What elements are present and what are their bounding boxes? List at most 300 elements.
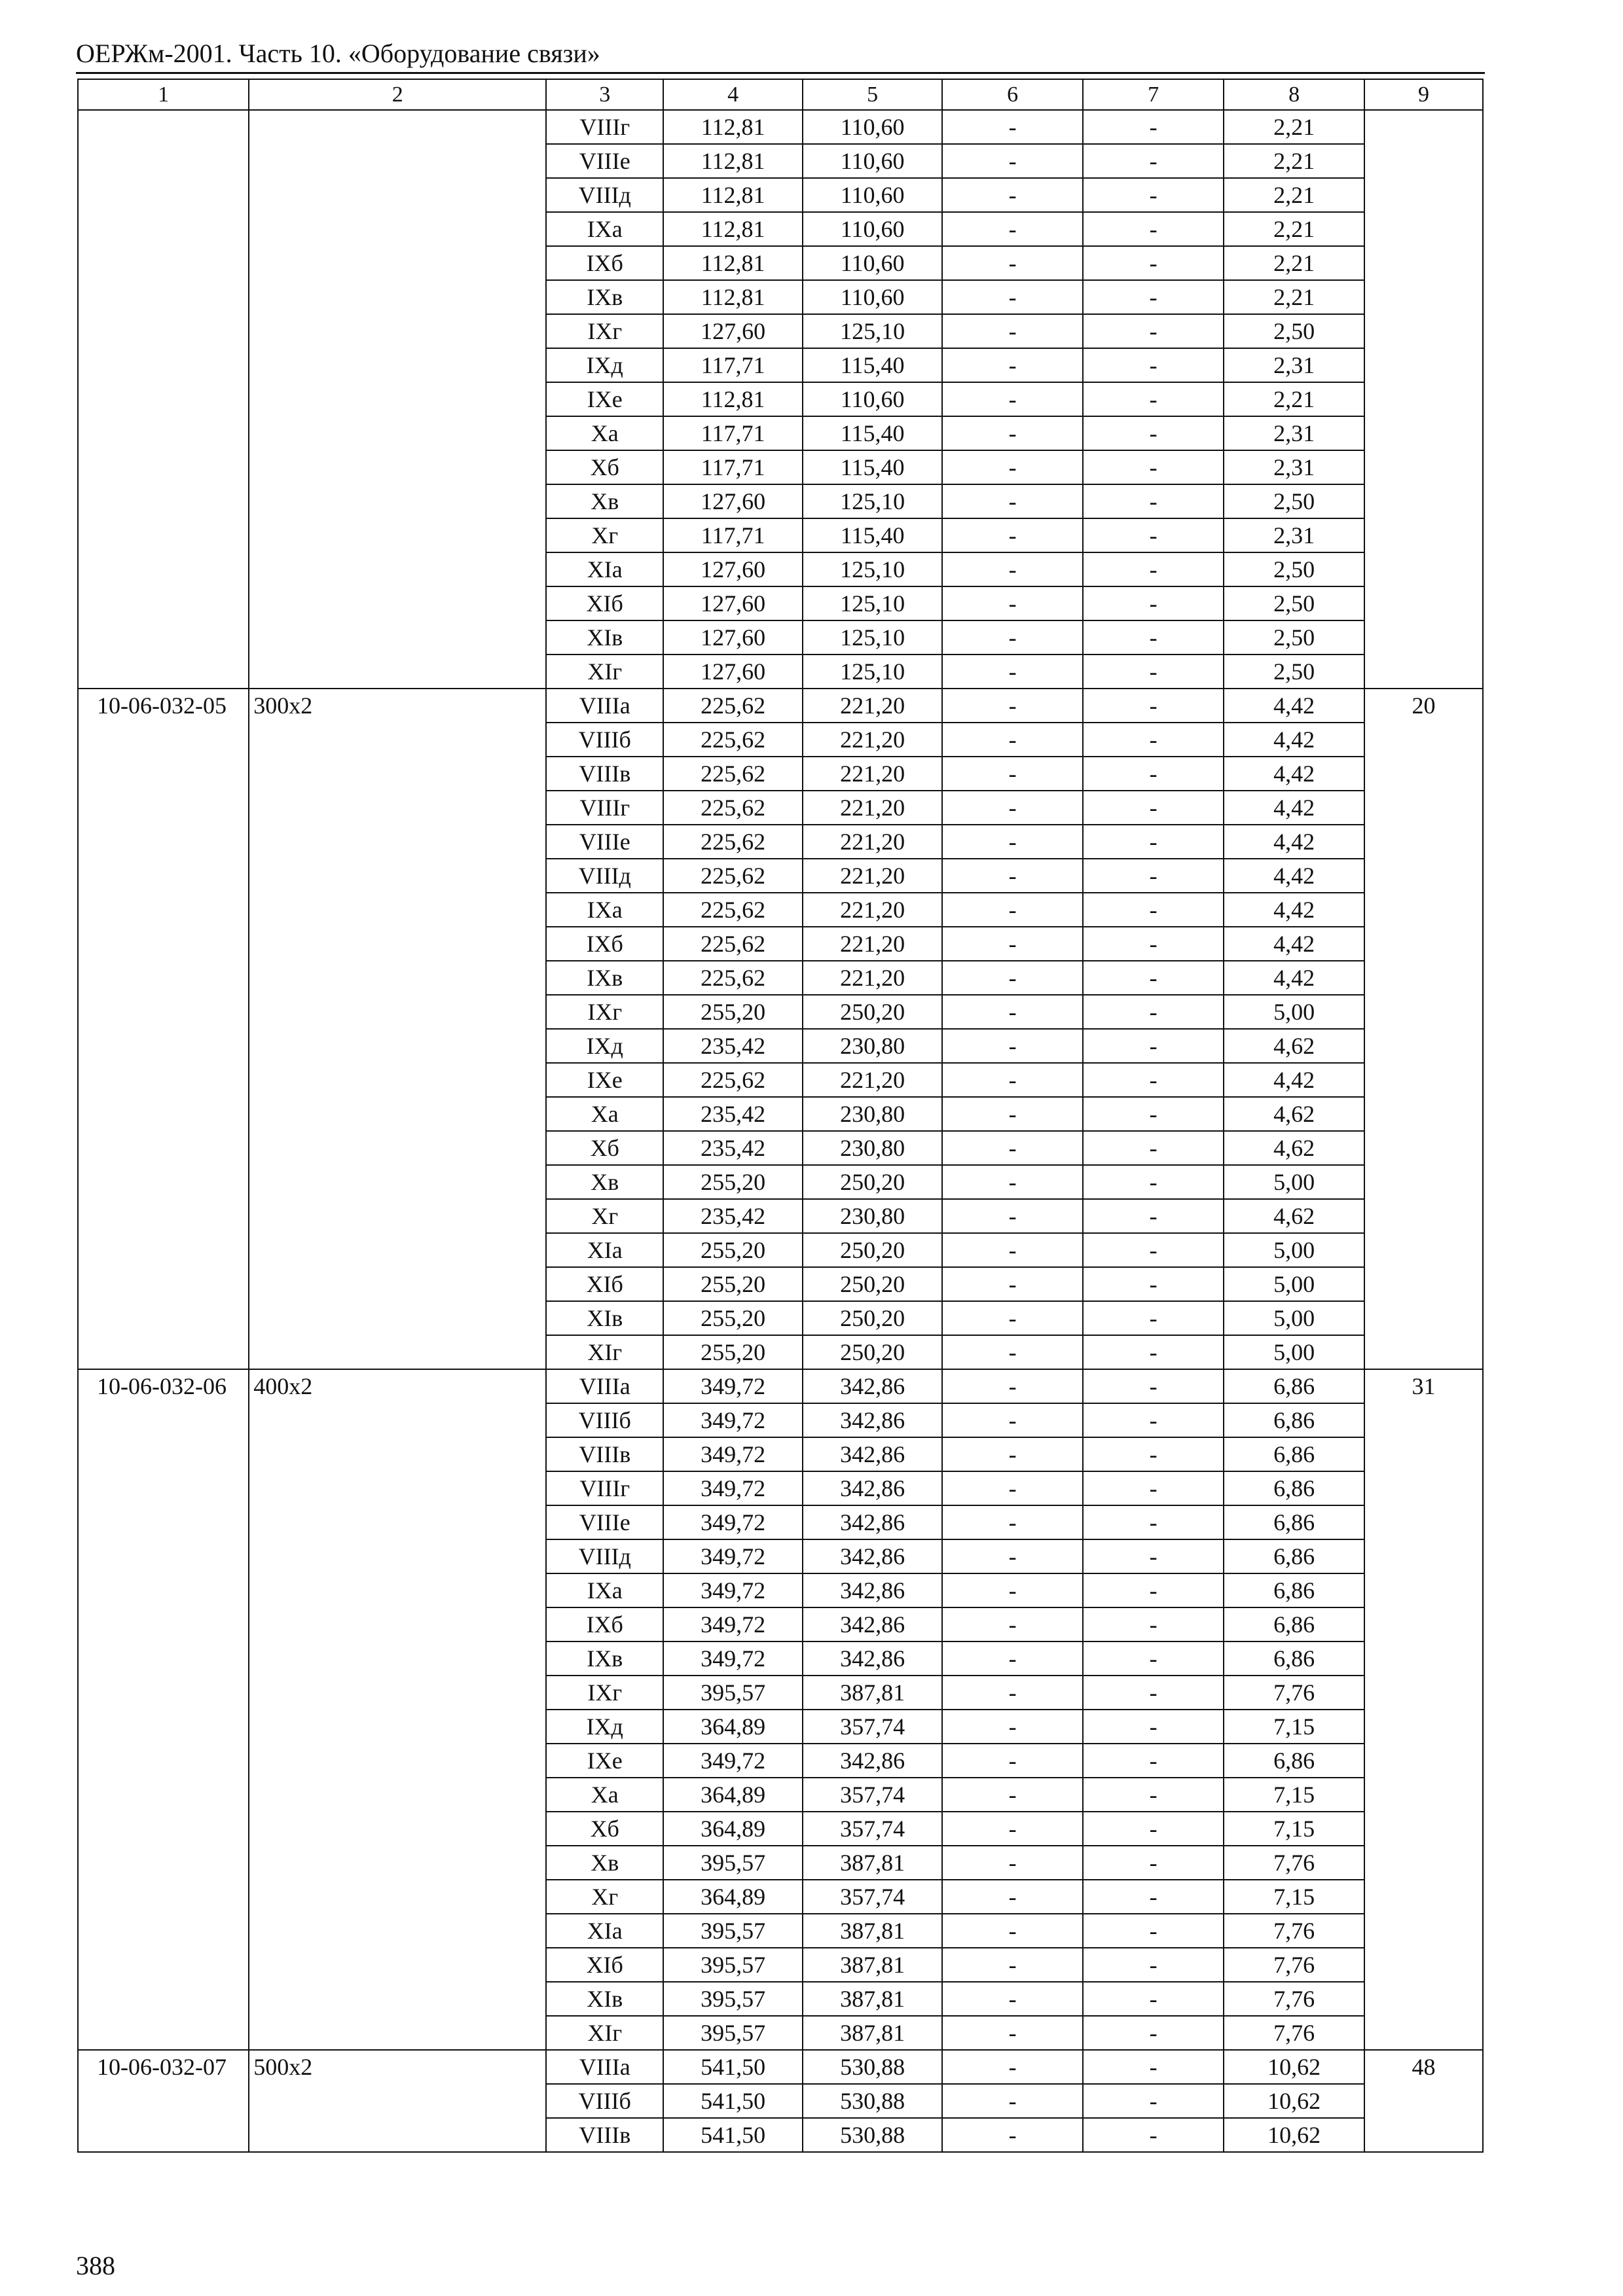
cell-col-5: 115,40	[803, 416, 942, 450]
cell-col-6: -	[942, 1029, 1083, 1063]
column-header: 7	[1083, 79, 1224, 110]
cell-col-3: XIв	[546, 620, 663, 655]
cell-col-8: 5,00	[1224, 1233, 1364, 1267]
cell-col-5: 250,20	[803, 1233, 942, 1267]
cell-col-6: -	[942, 723, 1083, 757]
cell-col-8: 2,50	[1224, 655, 1364, 689]
cell-col-6: -	[942, 280, 1083, 314]
cell-col-6: -	[942, 586, 1083, 620]
cell-col-4: 349,72	[663, 1505, 803, 1539]
cell-col-5: 250,20	[803, 1267, 942, 1301]
cell-col-3: XIа	[546, 552, 663, 586]
cell-col-5: 110,60	[803, 212, 942, 246]
cell-col-8: 6,86	[1224, 1539, 1364, 1573]
cell-col-8: 2,21	[1224, 212, 1364, 246]
cell-col-4: 225,62	[663, 893, 803, 927]
table-row	[78, 2050, 1483, 2084]
cell-col-7: -	[1083, 178, 1224, 212]
cell-col-3: XIг	[546, 1335, 663, 1369]
cell-col-8: 7,15	[1224, 1880, 1364, 1914]
cell-col-7: -	[1083, 1029, 1224, 1063]
cell-col-7: -	[1083, 1335, 1224, 1369]
cell-col-3: IXв	[546, 961, 663, 995]
cell-col-3: XIб	[546, 586, 663, 620]
cell-col-3: XIв	[546, 1301, 663, 1335]
column-header: 4	[663, 79, 803, 110]
cell-col-3: IXб	[546, 1607, 663, 1641]
cell-col-4: 112,81	[663, 382, 803, 416]
cell-col-5: 221,20	[803, 893, 942, 927]
cell-col-7: -	[1083, 1267, 1224, 1301]
cell-col-3: IXв	[546, 1641, 663, 1676]
cell-col-8: 7,76	[1224, 1676, 1364, 1710]
cell-col-6: -	[942, 2118, 1083, 2152]
cell-col-3: VIIIб	[546, 2084, 663, 2118]
cell-col-8: 2,21	[1224, 382, 1364, 416]
cell-col-4: 349,72	[663, 1744, 803, 1778]
cell-col-4: 349,72	[663, 1539, 803, 1573]
cell-col-4: 255,20	[663, 1165, 803, 1199]
cell-col-6: -	[942, 2050, 1083, 2084]
page-header: ОЕРЖм-2001. Часть 10. «Оборудование связи»	[76, 39, 600, 68]
cell-col-7: -	[1083, 1573, 1224, 1607]
col9-cell: 48	[1364, 2050, 1483, 2152]
col9-cell: 20	[1364, 689, 1483, 1369]
cell-col-8: 6,86	[1224, 1369, 1364, 1403]
cell-col-7: -	[1083, 484, 1224, 518]
cell-col-6: -	[942, 1369, 1083, 1403]
cell-col-6: -	[942, 1573, 1083, 1607]
cell-col-8: 2,31	[1224, 518, 1364, 552]
cell-col-3: VIIIв	[546, 1437, 663, 1471]
cell-col-4: 127,60	[663, 484, 803, 518]
cell-col-6: -	[942, 1641, 1083, 1676]
cell-col-8: 4,42	[1224, 689, 1364, 723]
cell-col-3: VIIIг	[546, 791, 663, 825]
cell-col-5: 125,10	[803, 655, 942, 689]
cell-col-8: 6,86	[1224, 1437, 1364, 1471]
cell-col-3: VIIIд	[546, 1539, 663, 1573]
cell-col-6: -	[942, 1710, 1083, 1744]
cell-col-7: -	[1083, 110, 1224, 144]
cell-col-6: -	[942, 791, 1083, 825]
cell-col-5: 221,20	[803, 961, 942, 995]
cell-col-3: IXг	[546, 995, 663, 1029]
cell-col-4: 127,60	[663, 552, 803, 586]
cell-col-8: 2,21	[1224, 246, 1364, 280]
cell-col-7: -	[1083, 2016, 1224, 2050]
cell-col-8: 6,86	[1224, 1573, 1364, 1607]
cell-col-8: 10,62	[1224, 2050, 1364, 2084]
cell-col-3: Xа	[546, 1778, 663, 1812]
cell-col-5: 342,86	[803, 1369, 942, 1403]
cell-col-3: IXе	[546, 1744, 663, 1778]
cell-col-7: -	[1083, 1097, 1224, 1131]
cell-col-4: 117,71	[663, 348, 803, 382]
cell-col-6: -	[942, 2016, 1083, 2050]
cell-col-3: Xа	[546, 416, 663, 450]
cell-col-5: 230,80	[803, 1029, 942, 1063]
cell-col-4: 235,42	[663, 1029, 803, 1063]
cell-col-7: -	[1083, 586, 1224, 620]
cell-col-4: 255,20	[663, 1301, 803, 1335]
cell-col-6: -	[942, 178, 1083, 212]
cell-col-6: -	[942, 212, 1083, 246]
cell-col-6: -	[942, 416, 1083, 450]
cell-col-7: -	[1083, 246, 1224, 280]
cell-col-3: IXд	[546, 348, 663, 382]
cell-col-6: -	[942, 961, 1083, 995]
cell-col-4: 225,62	[663, 927, 803, 961]
cell-col-7: -	[1083, 961, 1224, 995]
cell-col-3: IXв	[546, 280, 663, 314]
cell-col-3: IXе	[546, 1063, 663, 1097]
cell-col-7: -	[1083, 1165, 1224, 1199]
cell-col-5: 221,20	[803, 1063, 942, 1097]
cell-col-5: 221,20	[803, 791, 942, 825]
cell-col-5: 530,88	[803, 2118, 942, 2152]
cell-col-7: -	[1083, 1880, 1224, 1914]
cell-col-7: -	[1083, 212, 1224, 246]
cell-col-3: Xб	[546, 450, 663, 484]
cell-col-5: 230,80	[803, 1097, 942, 1131]
cell-col-5: 387,81	[803, 2016, 942, 2050]
cell-col-4: 225,62	[663, 723, 803, 757]
cell-col-7: -	[1083, 995, 1224, 1029]
cell-col-4: 127,60	[663, 620, 803, 655]
cell-col-6: -	[942, 246, 1083, 280]
cell-col-4: 349,72	[663, 1369, 803, 1403]
cell-col-8: 7,76	[1224, 1982, 1364, 2016]
cell-col-3: IXд	[546, 1710, 663, 1744]
cell-col-5: 530,88	[803, 2050, 942, 2084]
cell-col-6: -	[942, 1131, 1083, 1165]
cell-col-8: 7,15	[1224, 1812, 1364, 1846]
cell-col-4: 225,62	[663, 791, 803, 825]
cell-col-5: 342,86	[803, 1744, 942, 1778]
cell-col-3: VIIIб	[546, 723, 663, 757]
cell-col-7: -	[1083, 382, 1224, 416]
cell-col-3: IXа	[546, 1573, 663, 1607]
cell-col-7: -	[1083, 1778, 1224, 1812]
cell-col-3: XIа	[546, 1914, 663, 1948]
cell-col-7: -	[1083, 1676, 1224, 1710]
cell-col-4: 225,62	[663, 825, 803, 859]
cell-col-5: 230,80	[803, 1131, 942, 1165]
cell-col-5: 110,60	[803, 280, 942, 314]
cell-col-8: 6,86	[1224, 1471, 1364, 1505]
cell-col-4: 225,62	[663, 689, 803, 723]
cell-col-5: 357,74	[803, 1710, 942, 1744]
cell-col-3: XIб	[546, 1948, 663, 1982]
cell-col-3: VIIIг	[546, 110, 663, 144]
cell-col-5: 342,86	[803, 1641, 942, 1676]
cell-col-7: -	[1083, 1914, 1224, 1948]
cell-col-5: 342,86	[803, 1403, 942, 1437]
cell-col-7: -	[1083, 1233, 1224, 1267]
cell-col-6: -	[942, 1880, 1083, 1914]
cell-col-4: 541,50	[663, 2050, 803, 2084]
cell-col-6: -	[942, 1948, 1083, 1982]
cell-col-3: VIIIе	[546, 144, 663, 178]
cell-col-6: -	[942, 1676, 1083, 1710]
cell-col-7: -	[1083, 552, 1224, 586]
cell-col-7: -	[1083, 1403, 1224, 1437]
cell-col-7: -	[1083, 791, 1224, 825]
col9-cell: 31	[1364, 1369, 1483, 2050]
cell-col-4: 225,62	[663, 961, 803, 995]
cell-col-4: 112,81	[663, 212, 803, 246]
cell-col-3: VIIIв	[546, 757, 663, 791]
cell-col-8: 4,62	[1224, 1131, 1364, 1165]
cell-col-5: 230,80	[803, 1199, 942, 1233]
cell-col-4: 349,72	[663, 1573, 803, 1607]
cell-col-7: -	[1083, 1505, 1224, 1539]
cell-col-7: -	[1083, 518, 1224, 552]
cell-col-8: 6,86	[1224, 1607, 1364, 1641]
cell-col-5: 125,10	[803, 620, 942, 655]
cell-col-5: 110,60	[803, 382, 942, 416]
page-number: 388	[76, 2251, 115, 2280]
cell-col-8: 2,50	[1224, 484, 1364, 518]
cell-col-5: 110,60	[803, 110, 942, 144]
cell-col-4: 349,72	[663, 1437, 803, 1471]
cell-col-6: -	[942, 1982, 1083, 2016]
cell-col-6: -	[942, 1914, 1083, 1948]
cell-col-4: 349,72	[663, 1607, 803, 1641]
cell-col-3: IXг	[546, 314, 663, 348]
cell-col-7: -	[1083, 1301, 1224, 1335]
cell-col-6: -	[942, 1097, 1083, 1131]
cell-col-3: Xв	[546, 484, 663, 518]
cell-col-4: 235,42	[663, 1131, 803, 1165]
cell-col-7: -	[1083, 893, 1224, 927]
cell-col-5: 342,86	[803, 1437, 942, 1471]
cell-col-5: 221,20	[803, 757, 942, 791]
cell-col-5: 387,81	[803, 1846, 942, 1880]
cell-col-6: -	[942, 1539, 1083, 1573]
cell-col-4: 349,72	[663, 1471, 803, 1505]
cell-col-6: -	[942, 893, 1083, 927]
cell-col-4: 541,50	[663, 2084, 803, 2118]
cell-col-7: -	[1083, 450, 1224, 484]
cell-col-8: 2,21	[1224, 110, 1364, 144]
cell-col-3: Xа	[546, 1097, 663, 1131]
cell-col-8: 4,62	[1224, 1199, 1364, 1233]
cell-col-7: -	[1083, 1437, 1224, 1471]
cell-col-8: 6,86	[1224, 1744, 1364, 1778]
header-rule	[76, 72, 1485, 74]
cell-col-7: -	[1083, 2118, 1224, 2152]
cell-col-5: 125,10	[803, 552, 942, 586]
cell-col-8: 5,00	[1224, 995, 1364, 1029]
cell-col-7: -	[1083, 1471, 1224, 1505]
cell-col-6: -	[942, 1778, 1083, 1812]
cell-col-3: Xг	[546, 518, 663, 552]
cell-col-7: -	[1083, 655, 1224, 689]
cell-col-3: XIб	[546, 1267, 663, 1301]
cell-col-5: 357,74	[803, 1812, 942, 1846]
cell-col-7: -	[1083, 1846, 1224, 1880]
cell-col-5: 221,20	[803, 825, 942, 859]
cell-col-8: 4,42	[1224, 859, 1364, 893]
cell-col-8: 2,21	[1224, 144, 1364, 178]
cell-col-3: XIг	[546, 655, 663, 689]
cell-col-3: Xг	[546, 1880, 663, 1914]
cell-col-3: IXд	[546, 1029, 663, 1063]
cell-col-8: 7,15	[1224, 1710, 1364, 1744]
cell-col-4: 541,50	[663, 2118, 803, 2152]
col9-cell	[1364, 110, 1483, 689]
cell-col-6: -	[942, 1267, 1083, 1301]
cell-col-5: 250,20	[803, 1301, 942, 1335]
cell-col-7: -	[1083, 1607, 1224, 1641]
cell-col-4: 112,81	[663, 178, 803, 212]
cell-col-5: 110,60	[803, 178, 942, 212]
cell-col-6: -	[942, 348, 1083, 382]
cell-col-3: VIIIа	[546, 689, 663, 723]
cell-col-8: 7,76	[1224, 1914, 1364, 1948]
cell-col-5: 115,40	[803, 348, 942, 382]
cell-col-7: -	[1083, 1710, 1224, 1744]
cell-col-5: 387,81	[803, 1948, 942, 1982]
cell-col-8: 2,50	[1224, 552, 1364, 586]
cell-col-7: -	[1083, 825, 1224, 859]
cell-col-8: 4,42	[1224, 927, 1364, 961]
cell-col-6: -	[942, 1607, 1083, 1641]
rate-code-cell	[78, 110, 249, 689]
cell-col-3: VIIIг	[546, 1471, 663, 1505]
cell-col-5: 125,10	[803, 314, 942, 348]
cell-col-5: 125,10	[803, 484, 942, 518]
cell-col-7: -	[1083, 2084, 1224, 2118]
cell-col-8: 2,21	[1224, 280, 1364, 314]
cell-col-3: VIIIв	[546, 2118, 663, 2152]
cell-col-7: -	[1083, 723, 1224, 757]
cell-col-6: -	[942, 1301, 1083, 1335]
cell-col-5: 387,81	[803, 1982, 942, 2016]
cell-col-6: -	[942, 1165, 1083, 1199]
table-row	[78, 110, 1483, 144]
cell-col-3: IXг	[546, 1676, 663, 1710]
column-number-row	[78, 79, 1483, 110]
cell-col-3: XIг	[546, 2016, 663, 2050]
cell-col-8: 7,15	[1224, 1778, 1364, 1812]
cell-col-8: 2,50	[1224, 620, 1364, 655]
cell-col-8: 7,76	[1224, 1846, 1364, 1880]
cell-col-6: -	[942, 825, 1083, 859]
cell-col-5: 221,20	[803, 723, 942, 757]
cell-col-6: -	[942, 1505, 1083, 1539]
cell-col-4: 112,81	[663, 246, 803, 280]
column-header: 5	[803, 79, 942, 110]
cell-col-8: 10,62	[1224, 2084, 1364, 2118]
rate-code-cell: 10-06-032-07	[78, 2050, 249, 2152]
cell-col-5: 115,40	[803, 450, 942, 484]
cell-col-3: VIIIа	[546, 1369, 663, 1403]
cell-col-4: 364,89	[663, 1880, 803, 1914]
cell-col-3: Xб	[546, 1812, 663, 1846]
column-header: 9	[1364, 79, 1483, 110]
cell-col-3: Xб	[546, 1131, 663, 1165]
cell-col-7: -	[1083, 2050, 1224, 2084]
cell-col-3: IXа	[546, 212, 663, 246]
cell-col-8: 4,42	[1224, 1063, 1364, 1097]
cell-col-5: 250,20	[803, 995, 942, 1029]
cell-col-4: 255,20	[663, 1267, 803, 1301]
cell-col-4: 127,60	[663, 314, 803, 348]
cell-col-6: -	[942, 2084, 1083, 2118]
cell-col-6: -	[942, 1233, 1083, 1267]
cell-col-5: 115,40	[803, 518, 942, 552]
cell-col-6: -	[942, 1335, 1083, 1369]
cell-col-4: 225,62	[663, 1063, 803, 1097]
cell-col-7: -	[1083, 280, 1224, 314]
cell-col-8: 7,76	[1224, 2016, 1364, 2050]
rate-name-cell: 500x2	[249, 2050, 546, 2152]
cell-col-3: Xв	[546, 1165, 663, 1199]
cell-col-8: 4,42	[1224, 825, 1364, 859]
cell-col-4: 364,89	[663, 1778, 803, 1812]
cell-col-6: -	[942, 1846, 1083, 1880]
cell-col-3: XIа	[546, 1233, 663, 1267]
cell-col-4: 255,20	[663, 1233, 803, 1267]
cell-col-5: 342,86	[803, 1505, 942, 1539]
cell-col-6: -	[942, 1199, 1083, 1233]
column-header: 6	[942, 79, 1083, 110]
cell-col-4: 255,20	[663, 1335, 803, 1369]
cell-col-5: 342,86	[803, 1573, 942, 1607]
cell-col-4: 112,81	[663, 144, 803, 178]
cell-col-4: 112,81	[663, 110, 803, 144]
cell-col-4: 349,72	[663, 1403, 803, 1437]
cell-col-7: -	[1083, 1744, 1224, 1778]
cell-col-6: -	[942, 620, 1083, 655]
cell-col-7: -	[1083, 314, 1224, 348]
cell-col-4: 395,57	[663, 1914, 803, 1948]
column-header: 2	[249, 79, 546, 110]
rate-code-cell: 10-06-032-05	[78, 689, 249, 1369]
cell-col-4: 235,42	[663, 1199, 803, 1233]
cell-col-3: IXе	[546, 382, 663, 416]
cell-col-8: 6,86	[1224, 1403, 1364, 1437]
cell-col-8: 7,76	[1224, 1948, 1364, 1982]
cell-col-6: -	[942, 1437, 1083, 1471]
table-row	[78, 1369, 1483, 1403]
cell-col-8: 2,50	[1224, 586, 1364, 620]
cell-col-6: -	[942, 518, 1083, 552]
cell-col-3: IXб	[546, 246, 663, 280]
cell-col-5: 342,86	[803, 1607, 942, 1641]
cell-col-8: 4,62	[1224, 1097, 1364, 1131]
cell-col-7: -	[1083, 927, 1224, 961]
cell-col-4: 364,89	[663, 1710, 803, 1744]
cell-col-7: -	[1083, 1948, 1224, 1982]
cell-col-8: 5,00	[1224, 1165, 1364, 1199]
cell-col-4: 117,71	[663, 416, 803, 450]
cell-col-6: -	[942, 757, 1083, 791]
cell-col-6: -	[942, 1471, 1083, 1505]
cell-col-8: 4,42	[1224, 757, 1364, 791]
cell-col-4: 117,71	[663, 518, 803, 552]
table-body	[78, 110, 1483, 2152]
cell-col-7: -	[1083, 1982, 1224, 2016]
cell-col-3: VIIIа	[546, 2050, 663, 2084]
cell-col-7: -	[1083, 757, 1224, 791]
cell-col-6: -	[942, 689, 1083, 723]
cell-col-4: 395,57	[663, 1846, 803, 1880]
cell-col-6: -	[942, 859, 1083, 893]
